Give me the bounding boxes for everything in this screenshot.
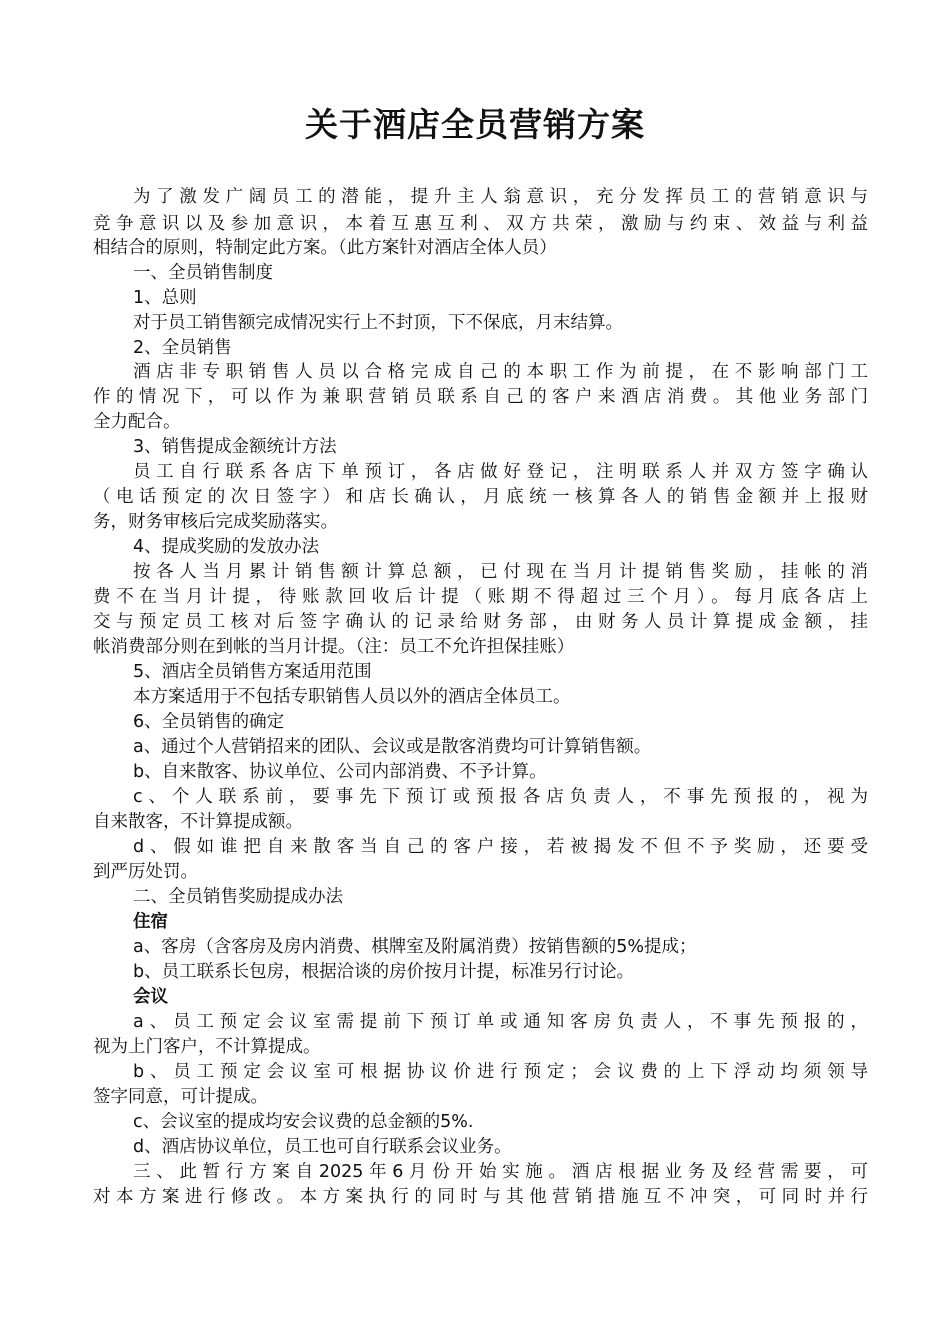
paragraph-line: 签字同意，可计提成。 (93, 1087, 268, 1107)
paragraph-line: 竞争意识以及参加意识，本着互惠互利、双方共荣，激励与约束、效益与利益 (93, 214, 868, 234)
paragraph-line: 员工自行联系各店下单预订，各店做好登记，注明联系人并双方签字确认 (133, 462, 868, 482)
paragraph-line: 本方案适用于不包括专职销售人员以外的酒店全体员工。 (133, 687, 571, 707)
paragraph-line: 6、全员销售的确定 (133, 712, 285, 732)
paragraph-line: 二、全员销售奖励提成办法 (133, 887, 343, 907)
paragraph-line: 为了激发广阔员工的潜能，提升主人翁意识，充分发挥员工的营销意识与 (133, 187, 868, 207)
paragraph-line: 自来散客，不计算提成额。 (93, 812, 303, 832)
paragraph-line: d、酒店协议单位，员工也可自行联系会议业务。 (133, 1137, 512, 1157)
paragraph-line: 一、全员销售制度 (133, 263, 273, 283)
document-title: 关于酒店全员营销方案 (305, 105, 645, 144)
paragraph-line: 三、此暂行方案自2025年6月份开始实施。酒店根据业务及经营需要，可 (133, 1162, 868, 1182)
paragraph-line: 费不在当月计提，待账款回收后计提（账期不得超过三个月）。每月底各店上 (93, 587, 868, 607)
paragraph-line: 住宿 (133, 912, 168, 932)
paragraph-line: b、员工联系长包房，根据洽谈的房价按月计提，标准另行讨论。 (133, 962, 635, 982)
paragraph-line: a、通过个人营销招来的团队、会议或是散客消费均可计算销售额。 (133, 737, 652, 757)
paragraph-line: 4、提成奖励的发放办法 (133, 537, 320, 557)
paragraph-line: 按各人当月累计销售额计算总额，已付现在当月计提销售奖励，挂帐的消 (133, 562, 868, 582)
paragraph-line: 全力配合。 (93, 412, 181, 432)
paragraph-line: 1、总则 (133, 288, 197, 308)
paragraph-line: a、客房（含客房及房内消费、棋牌室及附属消费）按销售额的5%提成； (133, 937, 697, 957)
paragraph-line: （电话预定的次日签字）和店长确认，月底统一核算各人的销售金额并上报财 (93, 487, 868, 507)
paragraph-line: 视为上门客户，不计算提成。 (93, 1037, 321, 1057)
paragraph-line: 会议 (133, 987, 168, 1007)
paragraph-line: 5、酒店全员销售方案适用范围 (133, 662, 372, 682)
paragraph-line: c、会议室的提成均安会议费的总金额的5%. (133, 1112, 474, 1132)
paragraph-line: 作的情况下，可以作为兼职营销员联系自己的客户来酒店消费。其他业务部门 (93, 387, 868, 407)
paragraph-line: 到严厉处罚。 (93, 862, 198, 882)
paragraph-line: 2、全员销售 (133, 338, 232, 358)
paragraph-line: d、假如谁把自来散客当自己的客户接，若被揭发不但不予奖励，还要受 (133, 837, 868, 857)
paragraph-line: a、员工预定会议室需提前下预订单或通知客房负责人，不事先预报的， (133, 1012, 868, 1032)
paragraph-line: 相结合的原则，特制定此方案。（此方案针对酒店全体人员） (93, 238, 557, 258)
paragraph-line: 酒店非专职销售人员以合格完成自己的本职工作为前提，在不影响部门工 (133, 362, 868, 382)
paragraph-line: 务，财务审核后完成奖励落实。 (93, 512, 338, 532)
paragraph-line: b、自来散客、协议单位、公司内部消费、不予计算。 (133, 762, 547, 782)
paragraph-line: 帐消费部分则在到帐的当月计提。（注：员工不允许担保挂账） (93, 637, 575, 657)
paragraph-line: 对于员工销售额完成情况实行上不封顶，下不保底，月末结算。 (133, 313, 623, 333)
paragraph-line: 交与预定员工核对后签字确认的记录给财务部，由财务人员计算提成金额，挂 (93, 612, 868, 632)
paragraph-line: 3、销售提成金额统计方法 (133, 437, 337, 457)
paragraph-line: b、员工预定会议室可根据协议价进行预定；会议费的上下浮动均须领导 (133, 1062, 868, 1082)
paragraph-line: c、个人联系前，要事先下预订或预报各店负责人，不事先预报的，视为 (133, 787, 868, 807)
paragraph-line: 对本方案进行修改。本方案执行的同时与其他营销措施互不冲突，可同时并行 (93, 1187, 868, 1207)
